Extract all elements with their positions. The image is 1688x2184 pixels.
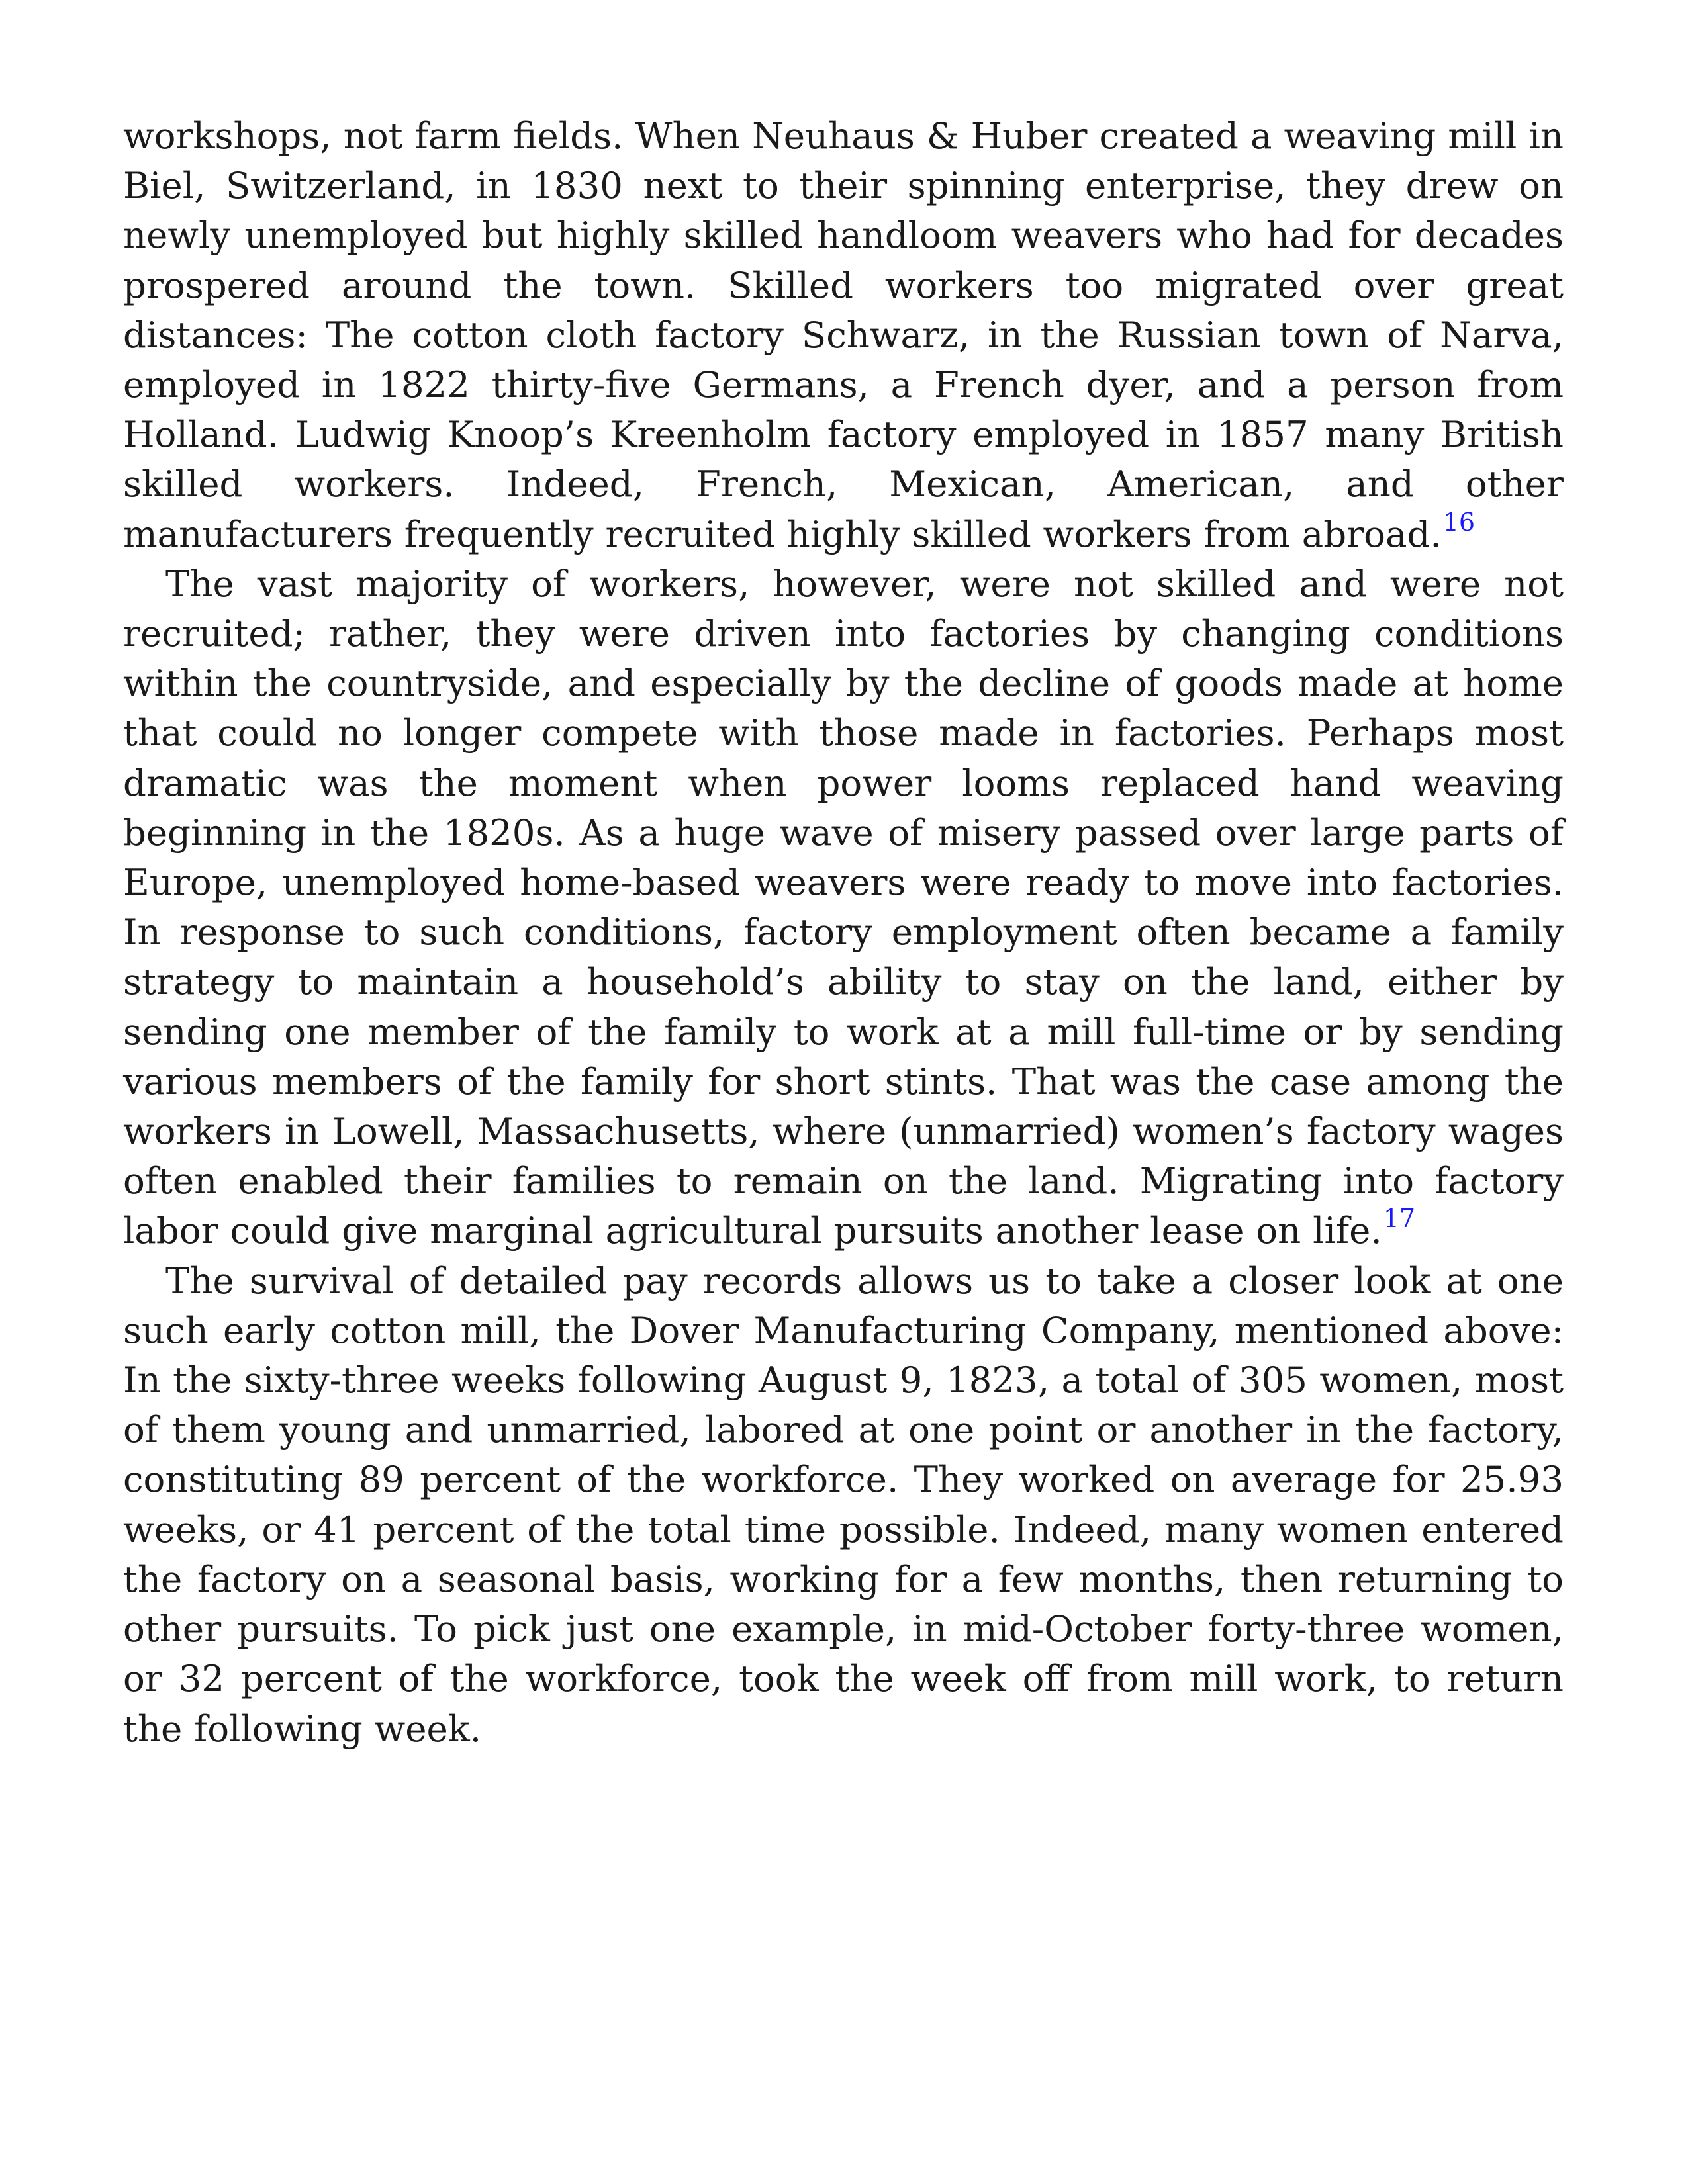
paragraph xyxy=(123,559,1564,1256)
paragraph-text: The survival of detailed pay records allows us to take a closer look at one such early cotton mill, the Dover Manufacturing Company, mentioned above: In the sixty-three weeks following August 9, 1823, a total of 305 women, most of them young and unmarried, labored at one point or another in the factory, constituting 89 percent of the workforce. They worked on average for 25.93 weeks, or 41 percent of the total time possible. Indeed, many women entered the factory on a seasonal basis, working for a few months, then returning to other pursuits. To pick just one example, in mid-October forty-three women, or 32 percent of the workforce, took the week off from mill work, to return the following week. xyxy=(123,1259,1564,1750)
document-page xyxy=(123,111,1564,1754)
paragraph-text: The vast majority of workers, however, were not skilled and were not recruited; rather, they were driven into factories by changing conditions within the countryside, and especially by the decline of goods made at home that could no longer compete with those made in factories. Perhaps most dramatic was the moment when power looms replaced hand weaving beginning in the 1820s. As a huge wave of misery passed over large parts of Europe, unemployed home-based weavers were ready to move into factories. In response to such conditions, factory employment often became a family strategy to maintain a household’s ability to stay on the land, either by sending one member of the family to work at a mill full-time or by sending various members of the family for short stints. That was the case among the workers in Lowell, Massachusetts, where (unmarried) women’s factory wages often enabled their families to remain on the land. Migrating into factory labor could give marginal agricultural pursuits another lease on life. xyxy=(123,562,1564,1252)
paragraph-text: workshops, not farm fields. When Neuhaus & Huber created a weaving mill in Biel, Switzerland, in 1830 next to their spinning enterprise, they drew on newly unemployed but highly skilled handloom weavers who had for decades prospered around the town. Skilled workers too migrated over great distances: The cotton cloth factory Schwarz, in the Russian town of Narva, employed in 1822 thirty-five Germans, a French dyer, and a person from Holland. Ludwig Knoop’s Kreenholm factory employed in 1857 many British skilled workers. Indeed, French, Mexican, American, and other manufacturers frequently recruited highly skilled workers from abroad. xyxy=(123,114,1564,555)
footnote-link[interactable]: 16 xyxy=(1442,507,1476,537)
paragraph xyxy=(123,111,1564,559)
footnote-link[interactable]: 17 xyxy=(1383,1204,1416,1234)
paragraph xyxy=(123,1256,1564,1754)
